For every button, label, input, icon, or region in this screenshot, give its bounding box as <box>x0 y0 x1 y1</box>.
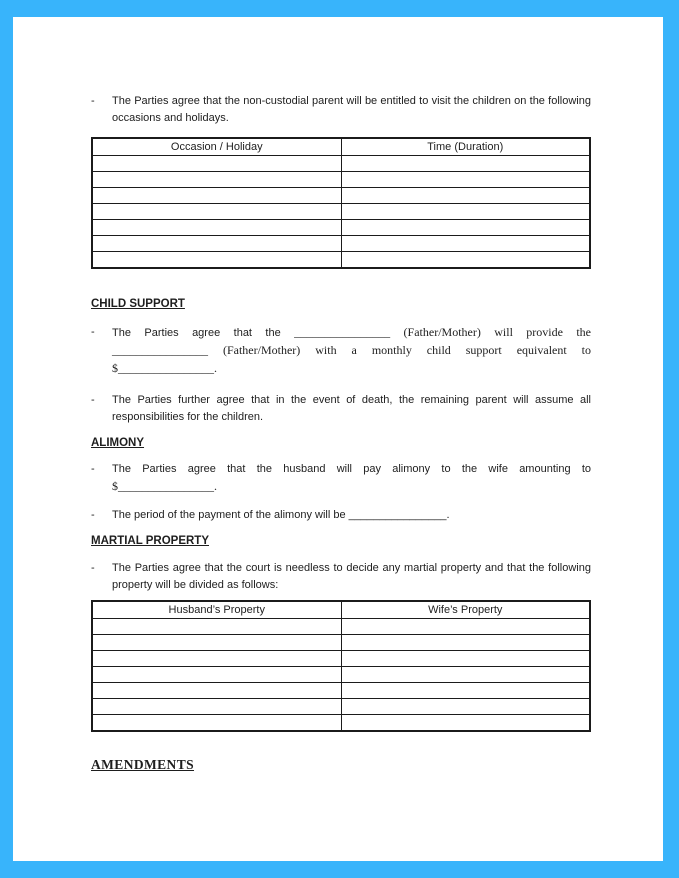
document-page <box>13 17 663 861</box>
table-row <box>92 715 590 732</box>
table-row <box>92 156 590 172</box>
document-content <box>13 17 663 772</box>
table-row <box>92 667 590 683</box>
empty-cell <box>341 236 590 252</box>
empty-cell <box>92 188 341 204</box>
table-row <box>92 172 590 188</box>
child-support-text-serif-blanks: ________________ (Father/Mother) will provide the ________________ (Father/Mother) with a monthly child support equivalent to $________________. <box>112 325 591 375</box>
death-clause-text: The Parties further agree that in the event of death, the remaining parent will assume all responsibilities for the children. <box>112 394 591 423</box>
table-row <box>92 220 590 236</box>
empty-cell <box>341 156 590 172</box>
alimony-amount-bullet <box>91 461 591 496</box>
col-header-occasion-holiday: Occasion / Holiday <box>92 138 341 156</box>
martial-property-bullet <box>91 560 591 594</box>
child-support-heading: CHILD SUPPORT <box>91 298 185 310</box>
death-clause-bullet <box>91 392 591 426</box>
alimony-amount-text <box>112 461 591 496</box>
alimony-amount-blank: $________________. <box>112 479 217 493</box>
col-header-wifes-property: Wife’s Property <box>341 601 590 619</box>
empty-cell <box>92 236 341 252</box>
child-support-bullet <box>91 324 591 378</box>
table-row <box>92 619 590 635</box>
bullet-dash: - <box>91 326 95 338</box>
visitation-table <box>91 137 591 269</box>
empty-cell <box>92 204 341 220</box>
table-row <box>92 188 590 204</box>
empty-cell <box>92 156 341 172</box>
col-header-husbands-property: Husband’s Property <box>92 601 341 619</box>
empty-cell <box>92 220 341 236</box>
amendments-heading: AMENDMENTS <box>91 757 195 772</box>
alimony-heading: ALIMONY <box>91 437 145 449</box>
empty-cell <box>341 619 590 635</box>
martial-property-heading: MARTIAL PROPERTY <box>91 535 209 547</box>
empty-cell <box>92 252 341 269</box>
empty-cell <box>341 651 590 667</box>
table-row <box>92 699 590 715</box>
visitation-text: The Parties agree that the non-custodial parent will be entitled to visit the children on the following occasions and holidays. <box>112 95 591 124</box>
martial-property-text: The Parties agree that the court is needless to decide any martial property and that the following property will be divided as follows: <box>112 562 591 591</box>
empty-cell <box>92 651 341 667</box>
visitation-table-header <box>92 138 590 156</box>
empty-cell <box>341 252 590 269</box>
empty-cell <box>92 715 341 732</box>
property-table <box>91 600 591 732</box>
bullet-dash: - <box>91 95 95 107</box>
table-header-row <box>92 601 590 619</box>
table-row <box>92 236 590 252</box>
empty-cell <box>92 667 341 683</box>
empty-cell <box>341 683 590 699</box>
table-row <box>92 252 590 269</box>
empty-cell <box>341 220 590 236</box>
col-header-time-duration: Time (Duration) <box>341 138 590 156</box>
empty-cell <box>341 715 590 732</box>
property-table-header <box>92 601 590 619</box>
child-support-text-sans: The Parties agree that the <box>112 327 295 339</box>
visitation-bullet <box>91 93 591 127</box>
alimony-period-bullet <box>91 507 591 524</box>
empty-cell <box>341 699 590 715</box>
empty-cell <box>341 172 590 188</box>
empty-cell <box>92 635 341 651</box>
empty-cell <box>92 172 341 188</box>
empty-cell <box>341 667 590 683</box>
empty-cell <box>92 619 341 635</box>
table-row <box>92 651 590 667</box>
child-support-text <box>112 324 591 378</box>
bullet-dash: - <box>91 463 95 475</box>
bullet-dash: - <box>91 509 95 521</box>
visitation-table-body <box>92 156 590 269</box>
bullet-dash: - <box>91 394 95 406</box>
table-header-row <box>92 138 590 156</box>
table-row <box>92 683 590 699</box>
table-row <box>92 635 590 651</box>
empty-cell <box>341 204 590 220</box>
table-row <box>92 204 590 220</box>
empty-cell <box>92 683 341 699</box>
empty-cell <box>341 188 590 204</box>
alimony-period-text: The period of the payment of the alimony will be ________________. <box>112 509 450 521</box>
alimony-amount-text-sans: The Parties agree that the husband will pay alimony to the wife amounting to <box>112 463 591 475</box>
property-table-body <box>92 619 590 732</box>
empty-cell <box>92 699 341 715</box>
bullet-dash: - <box>91 562 95 574</box>
empty-cell <box>341 635 590 651</box>
